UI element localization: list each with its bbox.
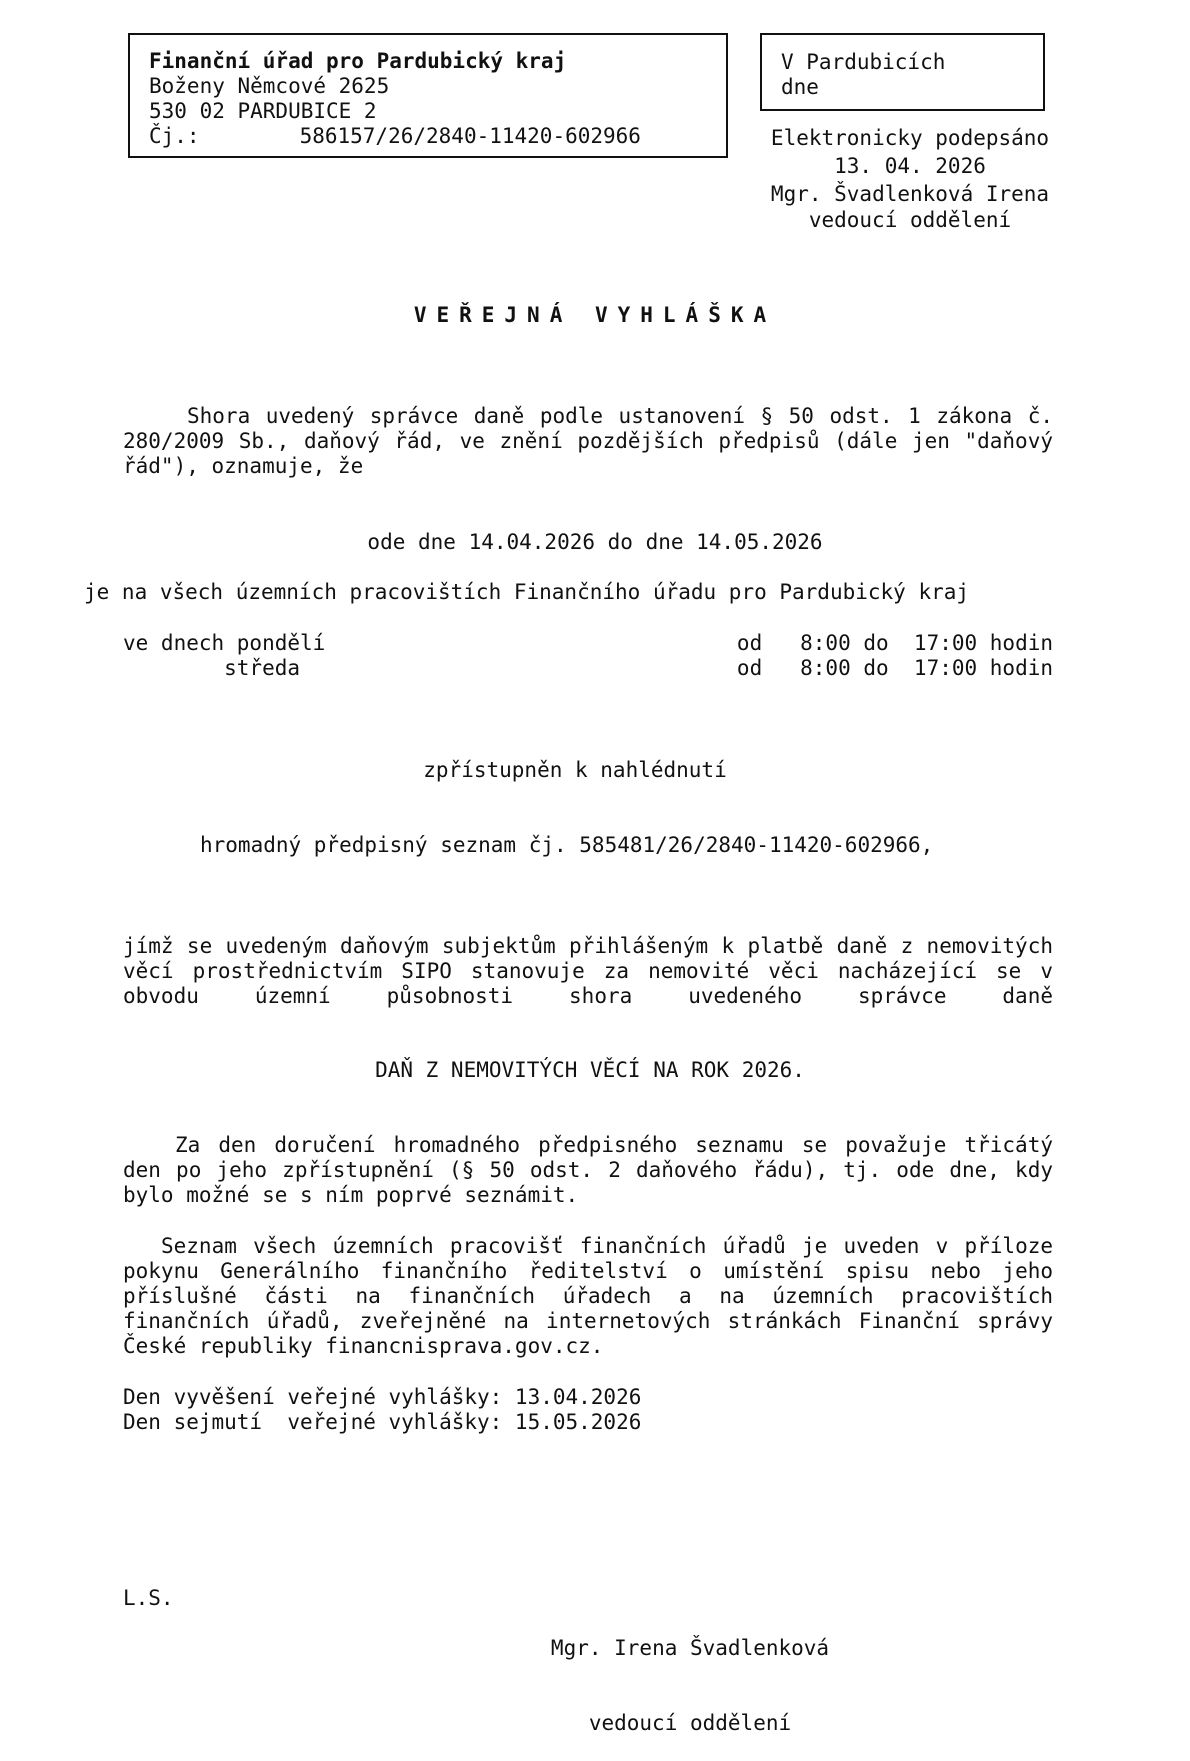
office-hours <box>123 631 1053 681</box>
seal-mark: L.S. <box>123 1586 174 1610</box>
electronic-signature <box>760 124 1060 232</box>
posted-date: Den vyvěšení veřejné vyhlášky: 13.04.2026 <box>123 1385 642 1409</box>
footer-signature <box>530 1586 850 1761</box>
e-sign-name: Mgr. Švadlenková Irena <box>770 182 1050 206</box>
list-line: hromadný předpisný seznam čj. 585481/26/2840-11420-602966, <box>200 833 934 857</box>
office-name: Finanční úřad pro Pardubický kraj <box>149 49 567 73</box>
e-sign-date: 13. 04. 2026 <box>834 154 986 178</box>
delivery-paragraph: Za den doručení hromadného předpisného seznamu se považuje třicátý den po jeho zpřístupnění (§ 50 odst. 2 daňového řádu), tj. ode dne, kdy bylo možné se s ním poprvé seznámit. <box>123 1133 1053 1207</box>
footer-name: Mgr. Irena Švadlenková <box>550 1636 830 1660</box>
reference-label: Čj.: <box>149 124 200 148</box>
hours-days: ve dnech pondělí <box>123 631 326 655</box>
place-text: V Pardubicích <box>781 50 946 74</box>
reference-number: 586157/26/2840-11420-602966 <box>299 124 641 148</box>
hours-time: od 8:00 do 17:00 hodin <box>736 656 1053 680</box>
footer-position: vedoucí oddělení <box>588 1711 792 1735</box>
reference-line <box>149 124 726 149</box>
subjects-paragraph: jímž se uvedeným daňovým subjektům přihlášeným k platbě daně z nemovitých věcí prostřednictvím SIPO stanovuje za nemovité věci nacházející se v obvodu územní působnosti shora uvedeného správce daně <box>123 934 1053 1008</box>
office-city: 530 02 PARDUBICE 2 <box>149 99 377 123</box>
access-line: zpřístupněn k nahlédnutí <box>423 758 727 782</box>
place-date-box <box>760 33 1045 111</box>
office-address-box <box>128 33 728 158</box>
hours-row <box>123 656 1053 681</box>
removed-date: Den sejmutí veřejné vyhlášky: 15.05.2026 <box>123 1410 642 1434</box>
hours-time: od 8:00 do 17:00 hodin <box>736 631 1053 655</box>
intro-paragraph: Shora uvedený správce daně podle ustanovení § 50 odst. 1 zákona č. 280/2009 Sb., daňový řád, ve znění pozdějších předpisů (dále jen "daňový řád"), oznamuje, že <box>123 404 1053 478</box>
e-sign-position: vedoucí oddělení <box>808 208 1012 232</box>
offices-list-paragraph: Seznam všech územních pracovišť finančních úřadů je uveden v příloze pokynu Generálního finančního ředitelství o umístění spisu nebo jeho příslušné části na finančních úřadech a na územních pracovištích finančních úřadů, zveřejněné na internetových stránkách Finanční správy České republiky financnisprava.gov.cz. <box>123 1234 1053 1358</box>
location-line: je na všech územních pracovištích Finančního úřadu pro Pardubický kraj <box>84 580 970 604</box>
hours-row <box>123 631 1053 656</box>
period-line: ode dne 14.04.2026 do dne 14.05.2026 <box>367 530 823 554</box>
e-sign-label: Elektronicky podepsáno <box>770 126 1050 150</box>
document-title: VEŘEJNÁ VYHLÁŠKA <box>413 303 777 327</box>
office-street: Boženy Němcové 2625 <box>149 74 390 98</box>
date-label: dne <box>781 75 819 99</box>
hours-days: středa <box>123 656 301 680</box>
tax-line: DAŇ Z NEMOVITÝCH VĚCÍ NA ROK 2026. <box>375 1058 805 1082</box>
